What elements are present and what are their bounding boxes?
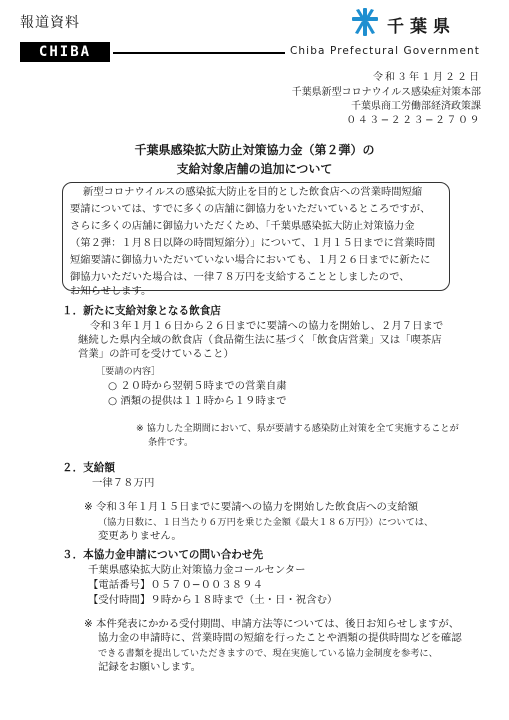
summary-line: 短縮要請に御協力いただいていない場合においても、１月２６日までに新たに — [70, 254, 431, 266]
chiba-logo-text: CHIBA — [38, 44, 92, 60]
summary-line: 新型コロナウイルスの感染拡大防止を目的とした飲食店への営業時間短縮 — [83, 186, 423, 198]
section1-line: 営業」の許可を受けていること） — [78, 348, 234, 360]
contact-phone: ０４３−２２３−２７０９ — [346, 115, 481, 126]
summary-line: 御協力いただいた場合は、一律７８万円を支給することとしましたので、 — [70, 271, 410, 283]
request-item: ○ ２０時から翌朝５時までの営業自粛 — [108, 380, 287, 392]
call-center-name: 千葉県感染拡大防止対策協力金コールセンター — [88, 564, 306, 576]
summary-line: さらに多くの店舗に御協力いただくため、「千葉県感染拡大防止対策協力金 — [70, 220, 415, 232]
document-title-line2: 支給対象店舗の追加について — [176, 162, 333, 176]
request-content-title: ［要請の内容］ — [96, 366, 161, 377]
section1-line: 継続した県内全域の飲食店（食品衛生法に基づく「飲食店営業」又は「喫茶店 — [78, 334, 442, 346]
summary-line: お知らせします。 — [70, 285, 152, 297]
government-name-en: Chiba Prefectural Government — [290, 45, 481, 57]
document-title-line1: 千葉県感染拡大防止対策協力金（第２弾）の — [134, 143, 375, 157]
section2-note: （協力日数に、１日当たり６万円を乗じた金額《最大１８６万円》）については、 — [98, 517, 434, 528]
call-center-hours: 【受付時間】９時から１８時まで（土・日・祝含む） — [88, 594, 338, 606]
section1-heading: １．新たに支給対象となる飲食店 — [62, 305, 221, 317]
request-item: ○ 酒類の提供は１１時から１９時まで — [108, 395, 287, 407]
summary-line: （第２弾：１月８日以降の時間短縮分）」について、１月１５日までに営業時間 — [70, 237, 436, 249]
department-1: 千葉県新型コロナウイルス感染症対策本部 — [291, 87, 481, 98]
subsidy-amount: 一律７８万円 — [92, 477, 155, 489]
section1-line: 令和３年１月１６日から２６日までに要請への協力を開始し、２月７日まで — [90, 320, 444, 332]
section3-note: できる書類を提出していただきますので、現在実施している協力金制度を参考に、 — [98, 648, 438, 659]
department-2: 千葉県商工労働部経済政策課 — [351, 101, 481, 112]
release-date: 令和３年１月２２日 — [373, 72, 481, 83]
section3-note: 協力金の申請時に、営業時間の短縮を行ったことや酒類の提供時間などを確認 — [98, 632, 462, 644]
call-center-phone: 【電話番号】０５７０−００３８９４ — [88, 579, 263, 591]
section3-note: 記録をお願いします。 — [98, 661, 202, 673]
prefecture-name: 千葉県 — [387, 17, 456, 37]
prefecture-emblem-icon — [352, 8, 378, 36]
press-release-label: 報道資料 — [20, 15, 80, 31]
section3-heading: ３．本協力金申請についての問い合わせ先 — [62, 549, 264, 561]
section1-note: ※ 協力した全期間において、県が要請する感染防止対策を全て実施することが — [136, 423, 459, 434]
section2-note: 変更ありません。 — [98, 530, 182, 542]
summary-line: 要請については、すでに多くの店舗に御協力をいただいているところですが、 — [70, 203, 431, 215]
header-rule — [113, 52, 285, 54]
section1-note: 条件です。 — [148, 437, 194, 448]
section3-note: ※ 本件発表にかかる受付期間、申請方法等については、後日お知らせしますが、 — [84, 618, 460, 630]
section2-heading: ２．支給額 — [62, 462, 115, 474]
section2-note: ※ 令和３年１月１５日までに要請への協力を開始した飲食店への支給額 — [84, 501, 419, 513]
